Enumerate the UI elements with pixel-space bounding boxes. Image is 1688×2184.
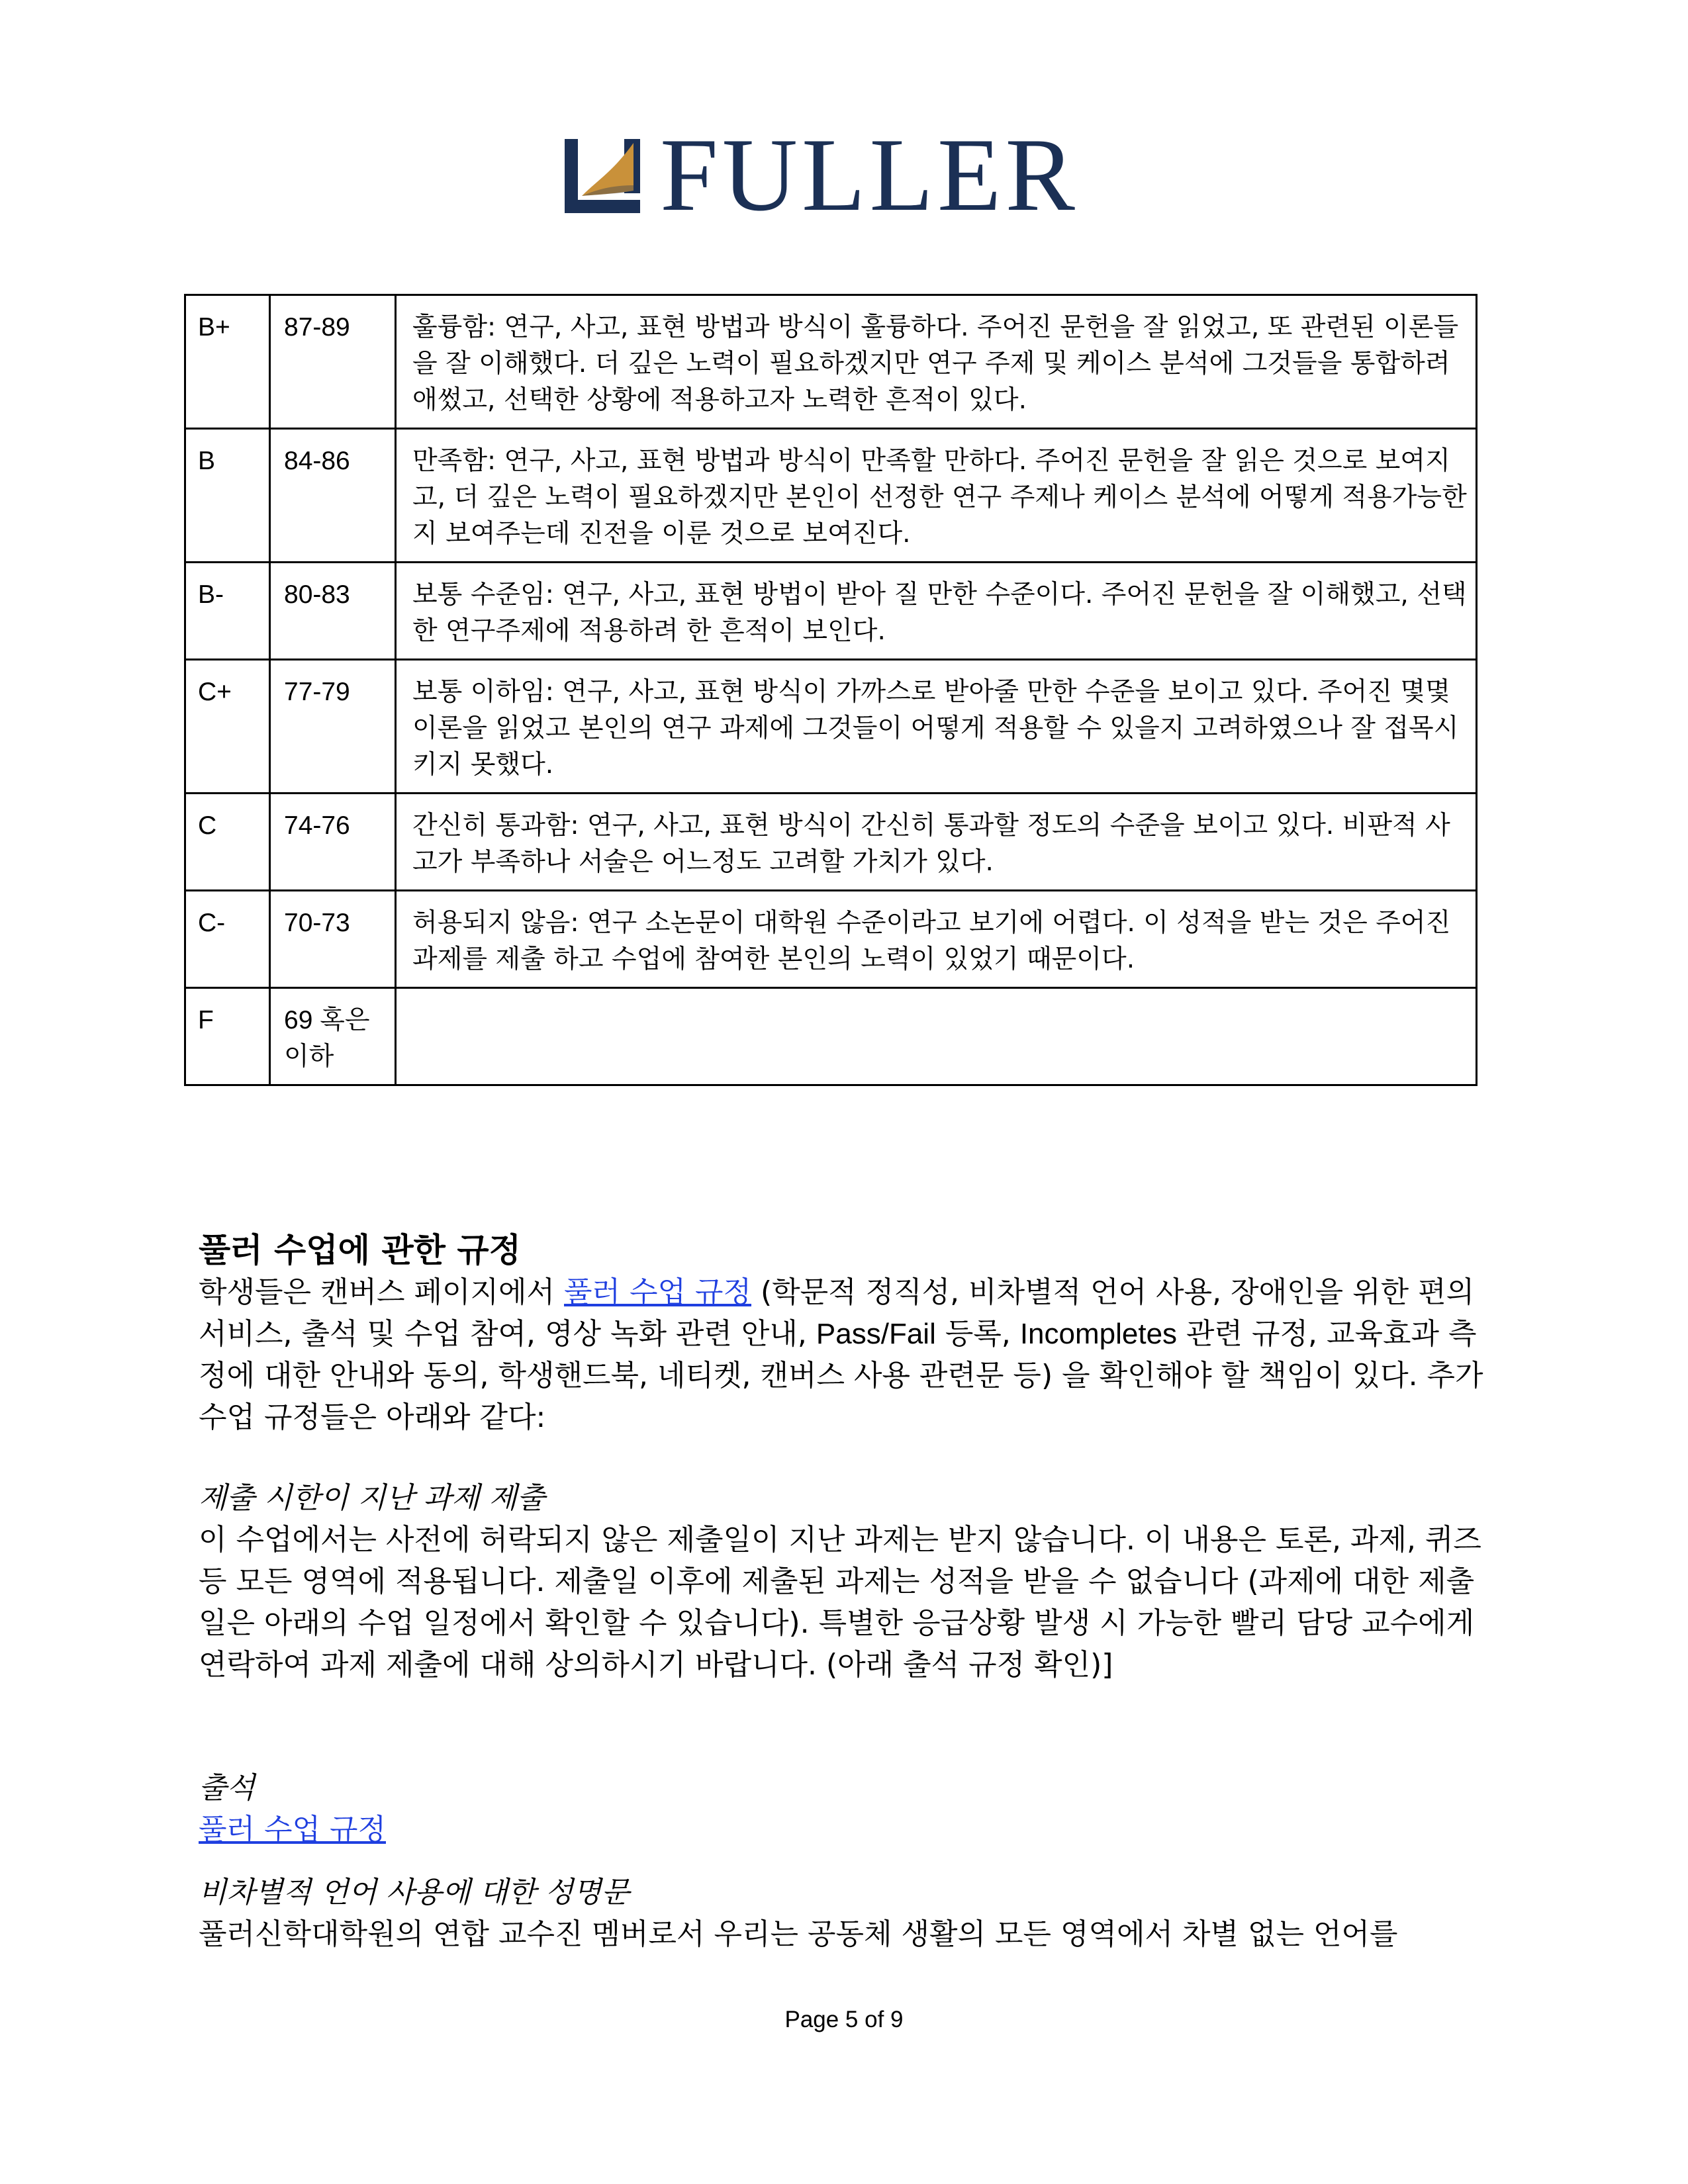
- table-row: [185, 660, 1477, 794]
- attendance-heading: 출석: [199, 1771, 256, 1805]
- score-range-cell: 77-79: [270, 660, 396, 794]
- intro-text: 학생들은 캔버스 페이지에서: [199, 1275, 565, 1309]
- table-row: [185, 429, 1477, 563]
- fuller-wordmark: FULLER: [660, 117, 1079, 233]
- table-row: [185, 794, 1477, 891]
- page-number: Page 5 of 9: [784, 2007, 904, 2032]
- score-range-cell: 80-83: [270, 563, 396, 660]
- grade-cell: B-: [185, 563, 270, 660]
- score-range-cell: 87-89: [270, 295, 396, 429]
- attendance-paragraph: [199, 1809, 1496, 1850]
- grade-description-cell: 간신히 통과함: 연구, 사고, 표현 방식이 간신히 통과할 정도의 수준을 보이고 있다. 비판적 사고가 부족하나 서술은 어느정도 고려할 가치가 있다.: [396, 794, 1477, 891]
- fuller-course-policies-link[interactable]: 풀러 수업 규정: [564, 1275, 752, 1309]
- table-row: [185, 295, 1477, 429]
- inclusive-language-paragraph: 풀러신학대학원의 연합 교수진 멤버로서 우리는 공동체 생활의 모든 영역에서 차별 없는 언어를: [199, 1917, 1398, 1951]
- late-work-section: [199, 1477, 1496, 1686]
- table-row: [185, 988, 1477, 1085]
- inclusive-language-section: [199, 1872, 1496, 1955]
- grade-cell: C: [185, 794, 270, 891]
- section-title: 풀러 수업에 관한 규정: [199, 1231, 521, 1269]
- grade-cell: F: [185, 988, 270, 1085]
- grade-cell: C-: [185, 891, 270, 988]
- late-work-heading: 제출 시한이 지난 과제 제출: [199, 1481, 545, 1515]
- intro-text: Pass/Fail: [816, 1318, 936, 1350]
- grade-cell: B+: [185, 295, 270, 429]
- grade-description-cell: 훌륭함: 연구, 사고, 표현 방법과 방식이 훌륭하다. 주어진 문헌을 잘 읽었고, 또 관련된 이론들을 잘 이해했다. 더 깊은 노력이 필요하겠지만 연구 주제 및 케이스 분석에 그것들을 통합하려 애썼고, 선택한 상황에 적용하고자 노력한 흔적이 있다.: [396, 295, 1477, 429]
- inclusive-language-heading: 비차별적 언어 사용에 대한 성명문: [199, 1876, 630, 1909]
- fuller-book-logo-icon: [559, 132, 645, 218]
- grade-scale-table: [184, 294, 1477, 1086]
- course-policies-section: [199, 1230, 1496, 1438]
- grade-cell: B: [185, 429, 270, 563]
- grade-description-cell: [396, 988, 1477, 1085]
- attendance-section: [199, 1767, 1496, 1850]
- grade-description-cell: 보통 이하임: 연구, 사고, 표현 방식이 가까스로 받아줄 만한 수준을 보이고 있다. 주어진 몇몇 이론을 읽었고 본인의 연구 과제에 그것들이 어떻게 적용할 수 있을지 고려하였으나 잘 접목시키지 못했다.: [396, 660, 1477, 794]
- score-range-number: 69: [284, 1006, 320, 1034]
- grade-description-cell: 만족함: 연구, 사고, 표현 방법과 방식이 만족할 만하다. 주어진 문헌을 잘 읽은 것으로 보여지고, 더 깊은 노력이 필요하겠지만 본인이 선정한 연구 주제나 케이스 분석에 어떻게 적용가능한지 보여주는데 진전을 이룬 것으로 보여진다.: [396, 429, 1477, 563]
- intro-text: (학문적 정직성, 비차별적 언어 사용, 장애인을 위한 편의 서비스, 출석 및 수업 참여, 영상 녹화 관련 안내,: [199, 1275, 1475, 1351]
- score-range-cell: [270, 988, 396, 1085]
- grade-description-cell: 허용되지 않음: 연구 소논문이 대학원 수준이라고 보기에 어렵다. 이 성적을 받는 것은 주어진 과제를 제출 하고 수업에 참여한 본인의 노력이 있었기 때문이다.: [396, 891, 1477, 988]
- score-range-qualifier: 혹은 이하: [284, 1005, 370, 1071]
- policies-intro-paragraph: [199, 1271, 1496, 1438]
- fuller-logo: [559, 117, 1079, 233]
- table-row: [185, 891, 1477, 988]
- score-range-cell: 84-86: [270, 429, 396, 563]
- table-row: [185, 563, 1477, 660]
- grade-description-cell: 보통 수준임: 연구, 사고, 표현 방법이 받아 질 만한 수준이다. 주어진 문헌을 잘 이해했고, 선택한 연구주제에 적용하려 한 흔적이 보인다.: [396, 563, 1477, 660]
- late-work-paragraph: 이 수업에서는 사전에 허락되지 않은 제출일이 지난 과제는 받지 않습니다. 이 내용은 토론, 과제, 퀴즈 등 모든 영역에 적용됩니다. 제출일 이후에 제출된 과제는 성적을 받을 수 없습니다 (과제에 대한 제출일은 아래의 수업 일정에서 확인할 수 있습니다). 특별한 응급상황 발생 시 가능한 빨리 담당 교수에게 연락하여 과제 제출에 대해 상의하시기 바랍니다. (아래 출석 규정 확인)]: [199, 1523, 1481, 1682]
- intro-text: 관련 규정, 교육효과 측정에 대한 안내와 동의, 학생핸드북, 네티켓, 캔버스 사용 관련문 등) 을 확인해야 할 책임이 있다. 추가 수업 규정들은 아래와 같다:: [199, 1317, 1483, 1434]
- grade-cell: C+: [185, 660, 270, 794]
- attendance-policies-link[interactable]: 풀러 수업 규정: [199, 1813, 386, 1846]
- score-range-cell: 70-73: [270, 891, 396, 988]
- score-range-cell: 74-76: [270, 794, 396, 891]
- intro-text: Incompletes: [1019, 1318, 1178, 1350]
- intro-text: 등록,: [935, 1317, 1020, 1351]
